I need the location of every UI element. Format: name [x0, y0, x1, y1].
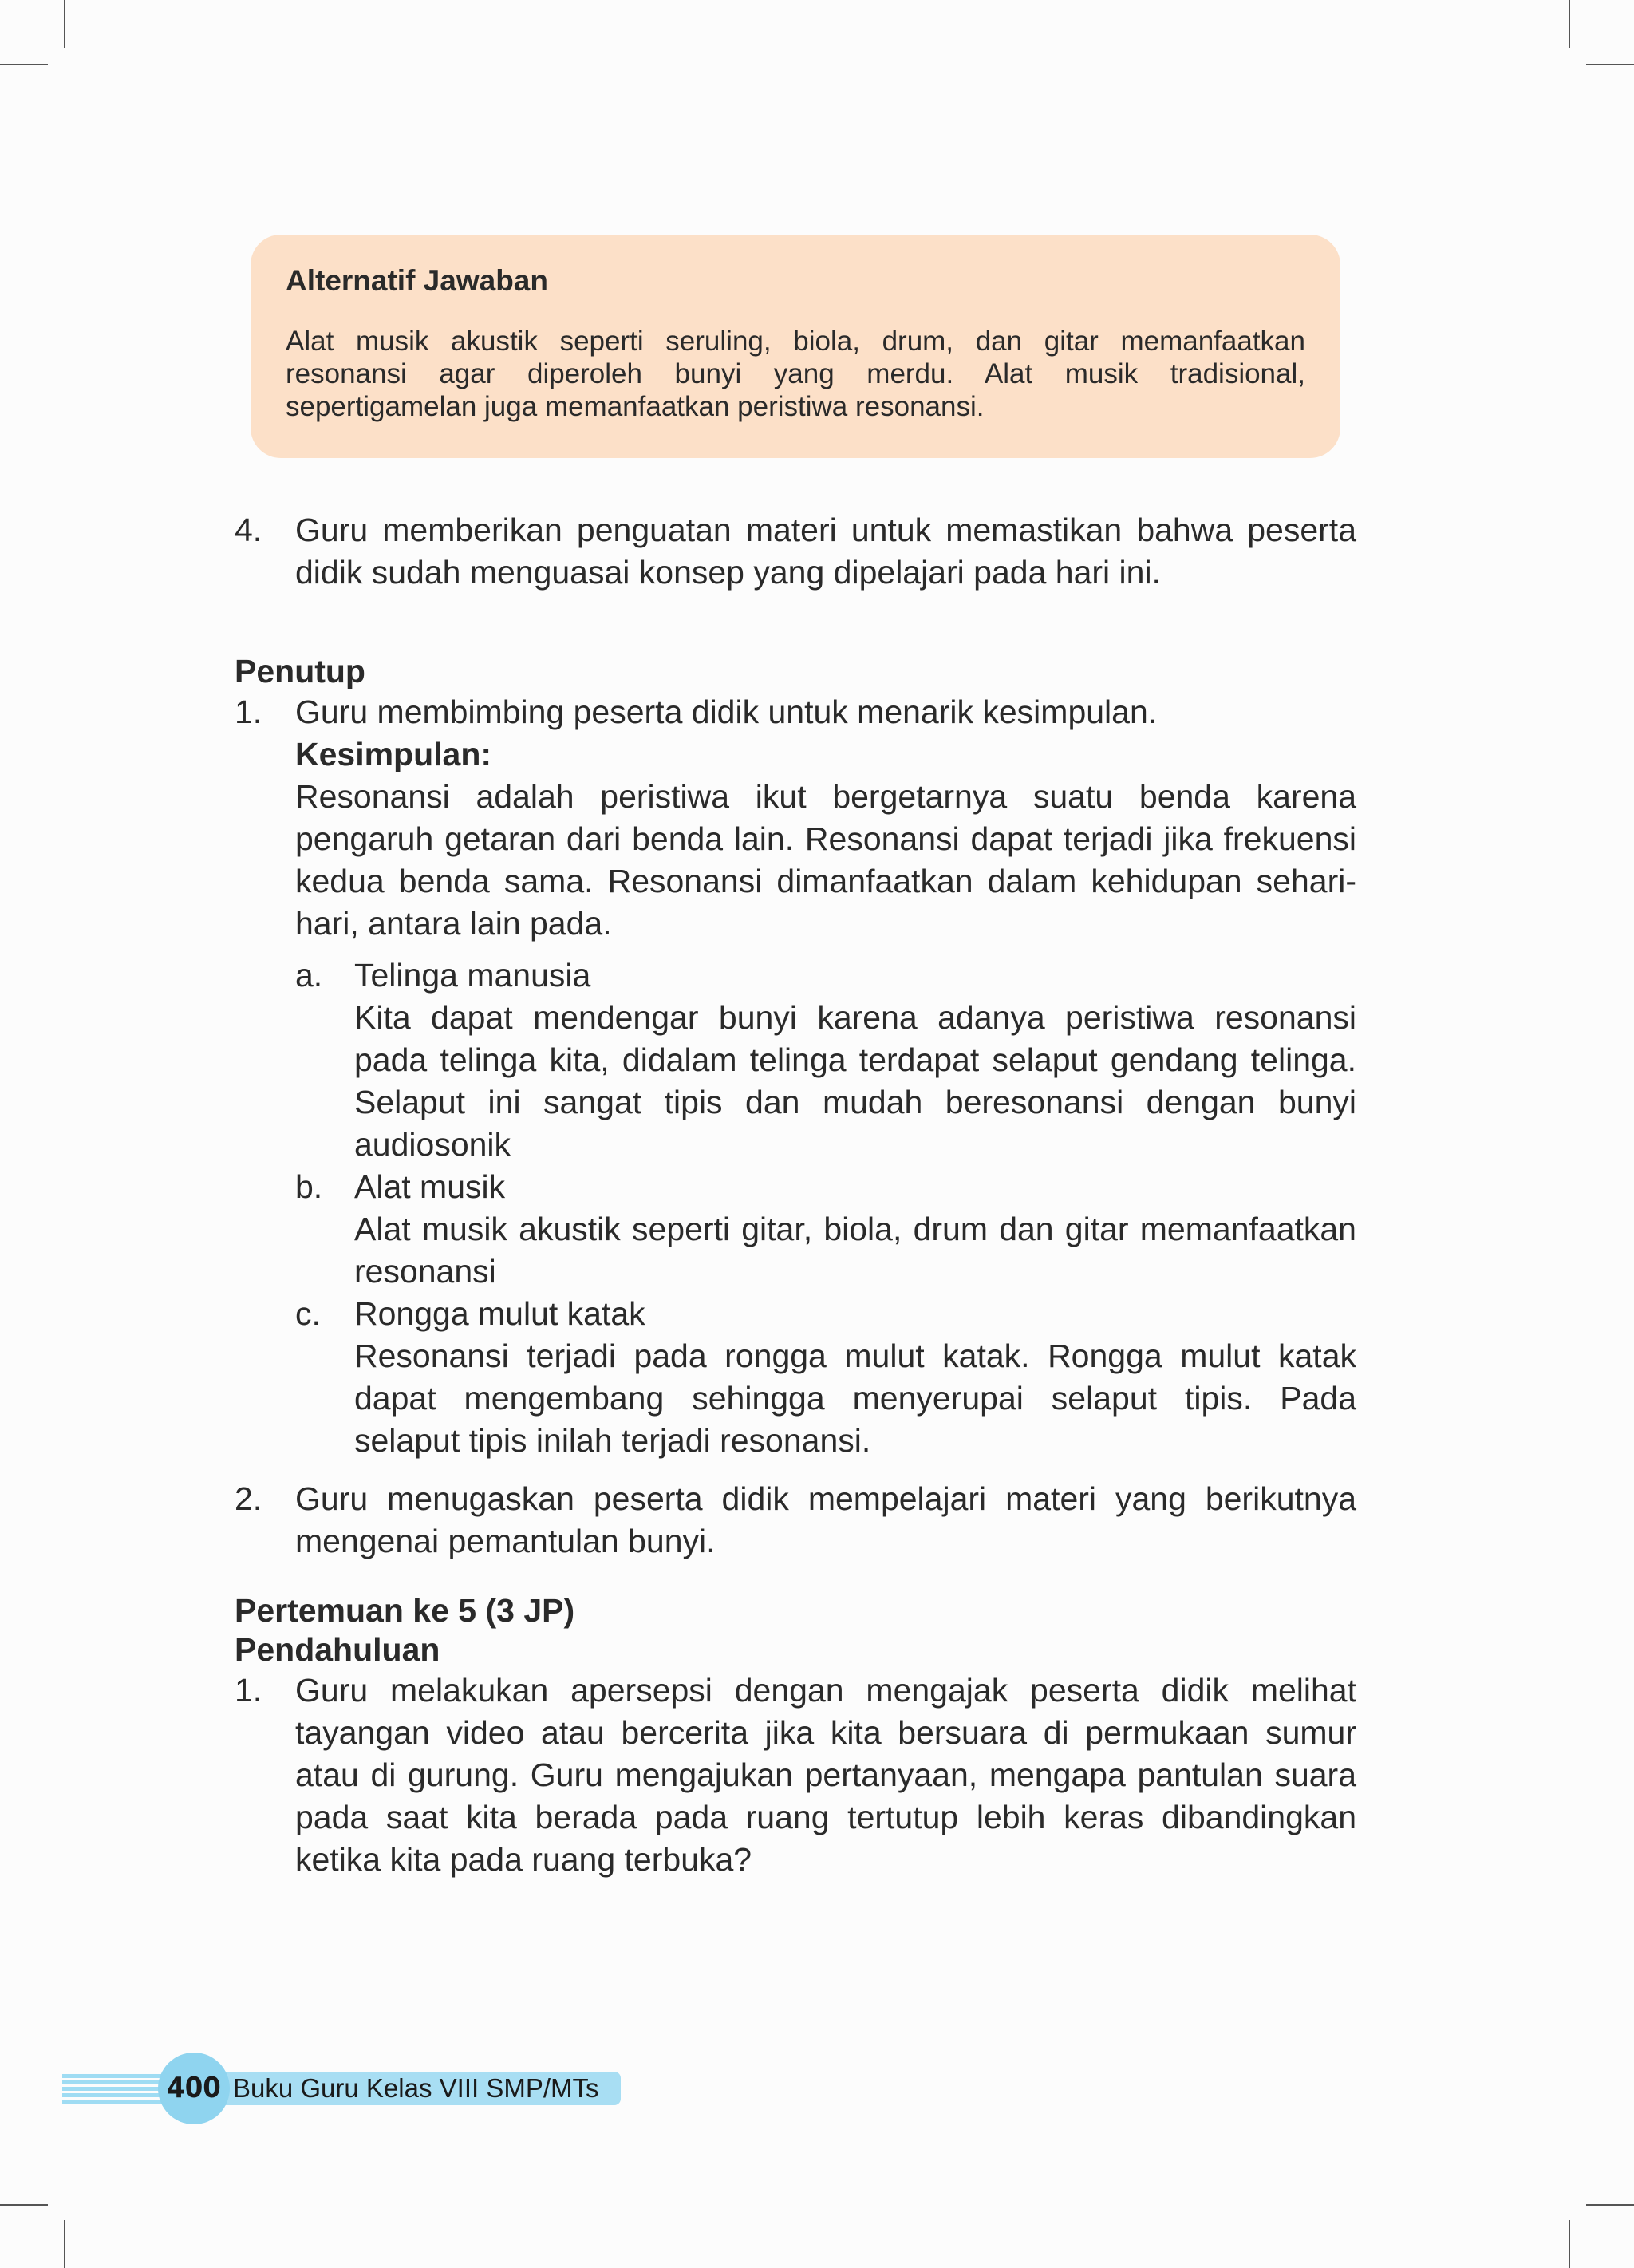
sub-item-title: Rongga mulut katak — [354, 1295, 645, 1332]
sub-item-body — [354, 1293, 1356, 1462]
answer-box-text: Alat musik akustik seperti seruling, biola, drum, dan gitar memanfaatkan resonansi agar diperoleh bunyi yang merdu. Alat musik tradisional, sepertigamelan juga memanfaatkan peristiwa resonansi. — [286, 326, 1305, 423]
sub-list-item — [295, 1293, 1356, 1462]
sub-list-item — [295, 1166, 1356, 1293]
conclusion-label: Kesimpulan: — [295, 736, 492, 772]
sub-item-body — [354, 1166, 1356, 1293]
list-item — [235, 691, 1356, 1462]
list-item — [235, 509, 1356, 594]
sub-item-letter: c. — [295, 1295, 321, 1332]
crop-mark — [1569, 0, 1570, 48]
item-number: 1. — [235, 1672, 262, 1709]
answer-box-title: Alternatif Jawaban — [286, 264, 548, 297]
crop-mark — [0, 64, 48, 65]
section-subheading-pendahuluan: Pendahuluan — [235, 1631, 440, 1668]
sub-item-title: Telinga manusia — [354, 957, 591, 994]
sub-item-letter: a. — [295, 957, 323, 994]
alternative-answer-box — [251, 235, 1340, 458]
main-content — [235, 509, 1356, 1881]
item-body — [295, 691, 1356, 1462]
sub-item-text: Alat musik akustik seperti gitar, biola, drum dan gitar memanfaatkan resonansi — [354, 1211, 1356, 1290]
item-number: 4. — [235, 512, 262, 548]
item-text: Guru memberikan penguatan materi untuk memastikan bahwa peserta didik sudah menguasai konsep yang dipelajari pada hari ini. — [295, 512, 1356, 591]
crop-mark — [0, 2204, 48, 2206]
crop-mark — [1586, 64, 1634, 65]
item-text: Guru menugaskan peserta didik mempelajari materi yang berikutnya mengenai pemantulan bunyi. — [295, 1480, 1356, 1559]
sub-list-item — [295, 954, 1356, 1166]
page-footer — [62, 2053, 621, 2124]
crop-mark — [1586, 2204, 1634, 2206]
item-number: 2. — [235, 1480, 262, 1517]
sub-item-text: Kita dapat mendengar bunyi karena adanya peristiwa resonansi pada telinga kita, didalam telinga terdapat selaput gendang telinga. Selaput ini sangat tipis dan mudah beresonansi dengan bunyi audiosonik — [354, 999, 1356, 1163]
list-item — [235, 1478, 1356, 1563]
page-number: 400 — [167, 2072, 221, 2104]
crop-mark — [64, 2220, 65, 2268]
sub-item-text: Resonansi terjadi pada rongga mulut katak. Rongga mulut katak dapat mengembang sehingga menyerupai selaput tipis. Pada selaput tipis inilah terjadi resonansi. — [354, 1337, 1356, 1459]
item-number: 1. — [235, 693, 262, 730]
sub-item-letter: b. — [295, 1168, 323, 1205]
section-heading-penutup: Penutup — [235, 653, 365, 689]
sub-item-title: Alat musik — [354, 1168, 506, 1205]
crop-mark — [64, 0, 65, 48]
item-text: Guru membimbing peserta didik untuk menarik kesimpulan. — [295, 693, 1158, 730]
item-text: Guru melakukan apersepsi dengan mengajak peserta didik melihat tayangan video atau bercerita jika kita bersuara di permukaan sumur atau di gurung. Guru mengajukan pertanyaan, mengapa pantulan suara pada saat kita berada pada ruang tertutup lebih keras dibandingkan ketika kita pada ruang terbuka? — [295, 1672, 1356, 1878]
list-item — [235, 1669, 1356, 1881]
section-heading-pertemuan: Pertemuan ke 5 (3 JP) — [235, 1592, 575, 1629]
conclusion-text: Resonansi adalah peristiwa ikut bergetarnya suatu benda karena pengaruh getaran dari benda lain. Resonansi dapat terjadi jika frekuensi kedua benda sama. Resonansi dimanfaatkan dalam kehidupan sehari-hari, antara lain pada. — [295, 778, 1356, 942]
book-title: Buku Guru Kelas VIII SMP/MTs — [233, 2073, 599, 2103]
crop-mark — [1569, 2220, 1570, 2268]
sub-item-body — [354, 954, 1356, 1166]
